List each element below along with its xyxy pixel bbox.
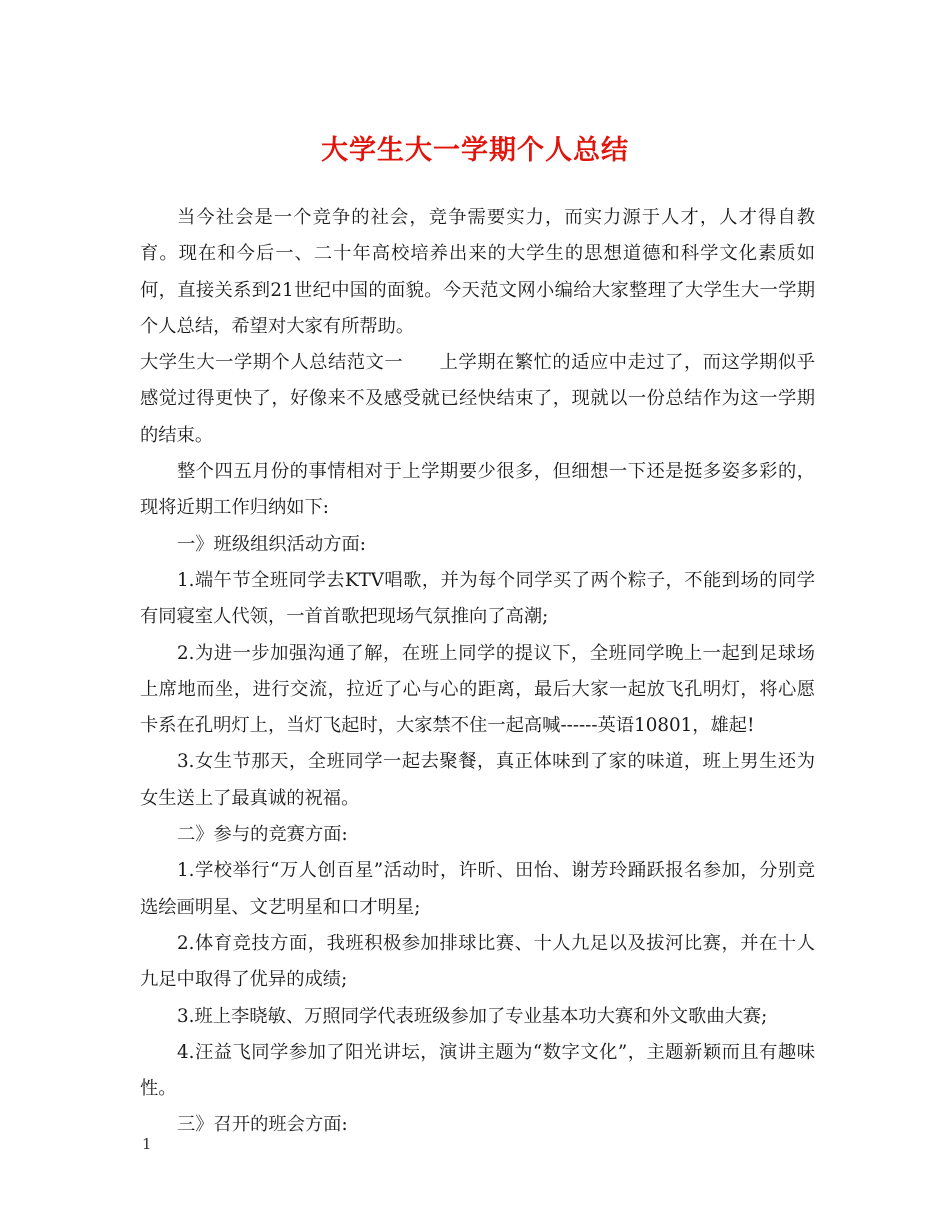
list-item: 3.班上李晓敏、万照同学代表班级参加了专业基本功大赛和外文歌曲大赛; bbox=[177, 1005, 768, 1027]
list-item: 1.学校举行“万人创百星”活动时，许昕、田怡、谢芳玲踊跃报名参加，分别竞选绘画明星、文艺明星和口才明星; bbox=[140, 860, 815, 918]
section-heading-meetings: 三》召开的班会方面: bbox=[177, 1114, 348, 1136]
list-item: 3.女生节那天，全班同学一起去聚餐，真正体味到了家的味道，班上男生还为女生送上了最真诚的祝福。 bbox=[140, 751, 815, 809]
list-item: 2.为进一步加强沟通了解，在班上同学的提议下，全班同学晚上一起到足球场上席地而坐，进行交流，拉近了心与心的距离，最后大家一起放飞孔明灯，将心愿卡系在孔明灯上，当灯飞起时，大家禁不住一起高喊------英语10801，雄起! bbox=[140, 642, 815, 737]
section-heading-activities: 一》班级组织活动方面: bbox=[177, 533, 366, 555]
section-heading-competitions: 二》参与的竞赛方面: bbox=[177, 824, 348, 846]
page-title: 大学生大一学期个人总结 bbox=[321, 135, 629, 166]
paragraph-intro: 当今社会是一个竞争的社会，竞争需要实力，而实力源于人才，人才得自教育。现在和今后一、二十年高校培养出来的大学生的思想道德和科学文化素质如何，直接关系到21世纪中国的面貌。今天范文网小编给大家整理了大学生大一学期个人总结，希望对大家有所帮助。 bbox=[140, 207, 815, 337]
page-number: 1 bbox=[142, 1135, 152, 1153]
list-item: 1.端午节全班同学去KTV唱歌，并为每个同学买了两个粽子，不能到场的同学有同寝室人代领，一首首歌把现场气氛推向了高潮; bbox=[140, 569, 815, 628]
paragraph-sample-one bbox=[140, 345, 815, 454]
list-item: 4.汪益飞同学参加了阳光讲坛，演讲主题为“数字文化”，主题新颖而且有趣味性。 bbox=[140, 1041, 815, 1100]
list-item: 2.体育竞技方面，我班积极参加排球比赛、十人九足以及拔河比赛，并在十人九足中取得了优异的成绩; bbox=[140, 932, 815, 991]
paragraph-overview: 整个四五月份的事情相对于上学期要少很多，但细想一下还是挺多姿多彩的，现将近期工作归纳如下: bbox=[140, 461, 815, 519]
document-body bbox=[140, 200, 815, 1144]
sample-body: 上学期在繁忙的适应中走过了，而这学期似乎感觉过得更快了，好像来不及感受就已经快结束了，现就以一份总结作为这一学期的结束。 bbox=[140, 352, 816, 446]
sample-heading: 大学生大一学期个人总结范文一 bbox=[140, 352, 404, 374]
